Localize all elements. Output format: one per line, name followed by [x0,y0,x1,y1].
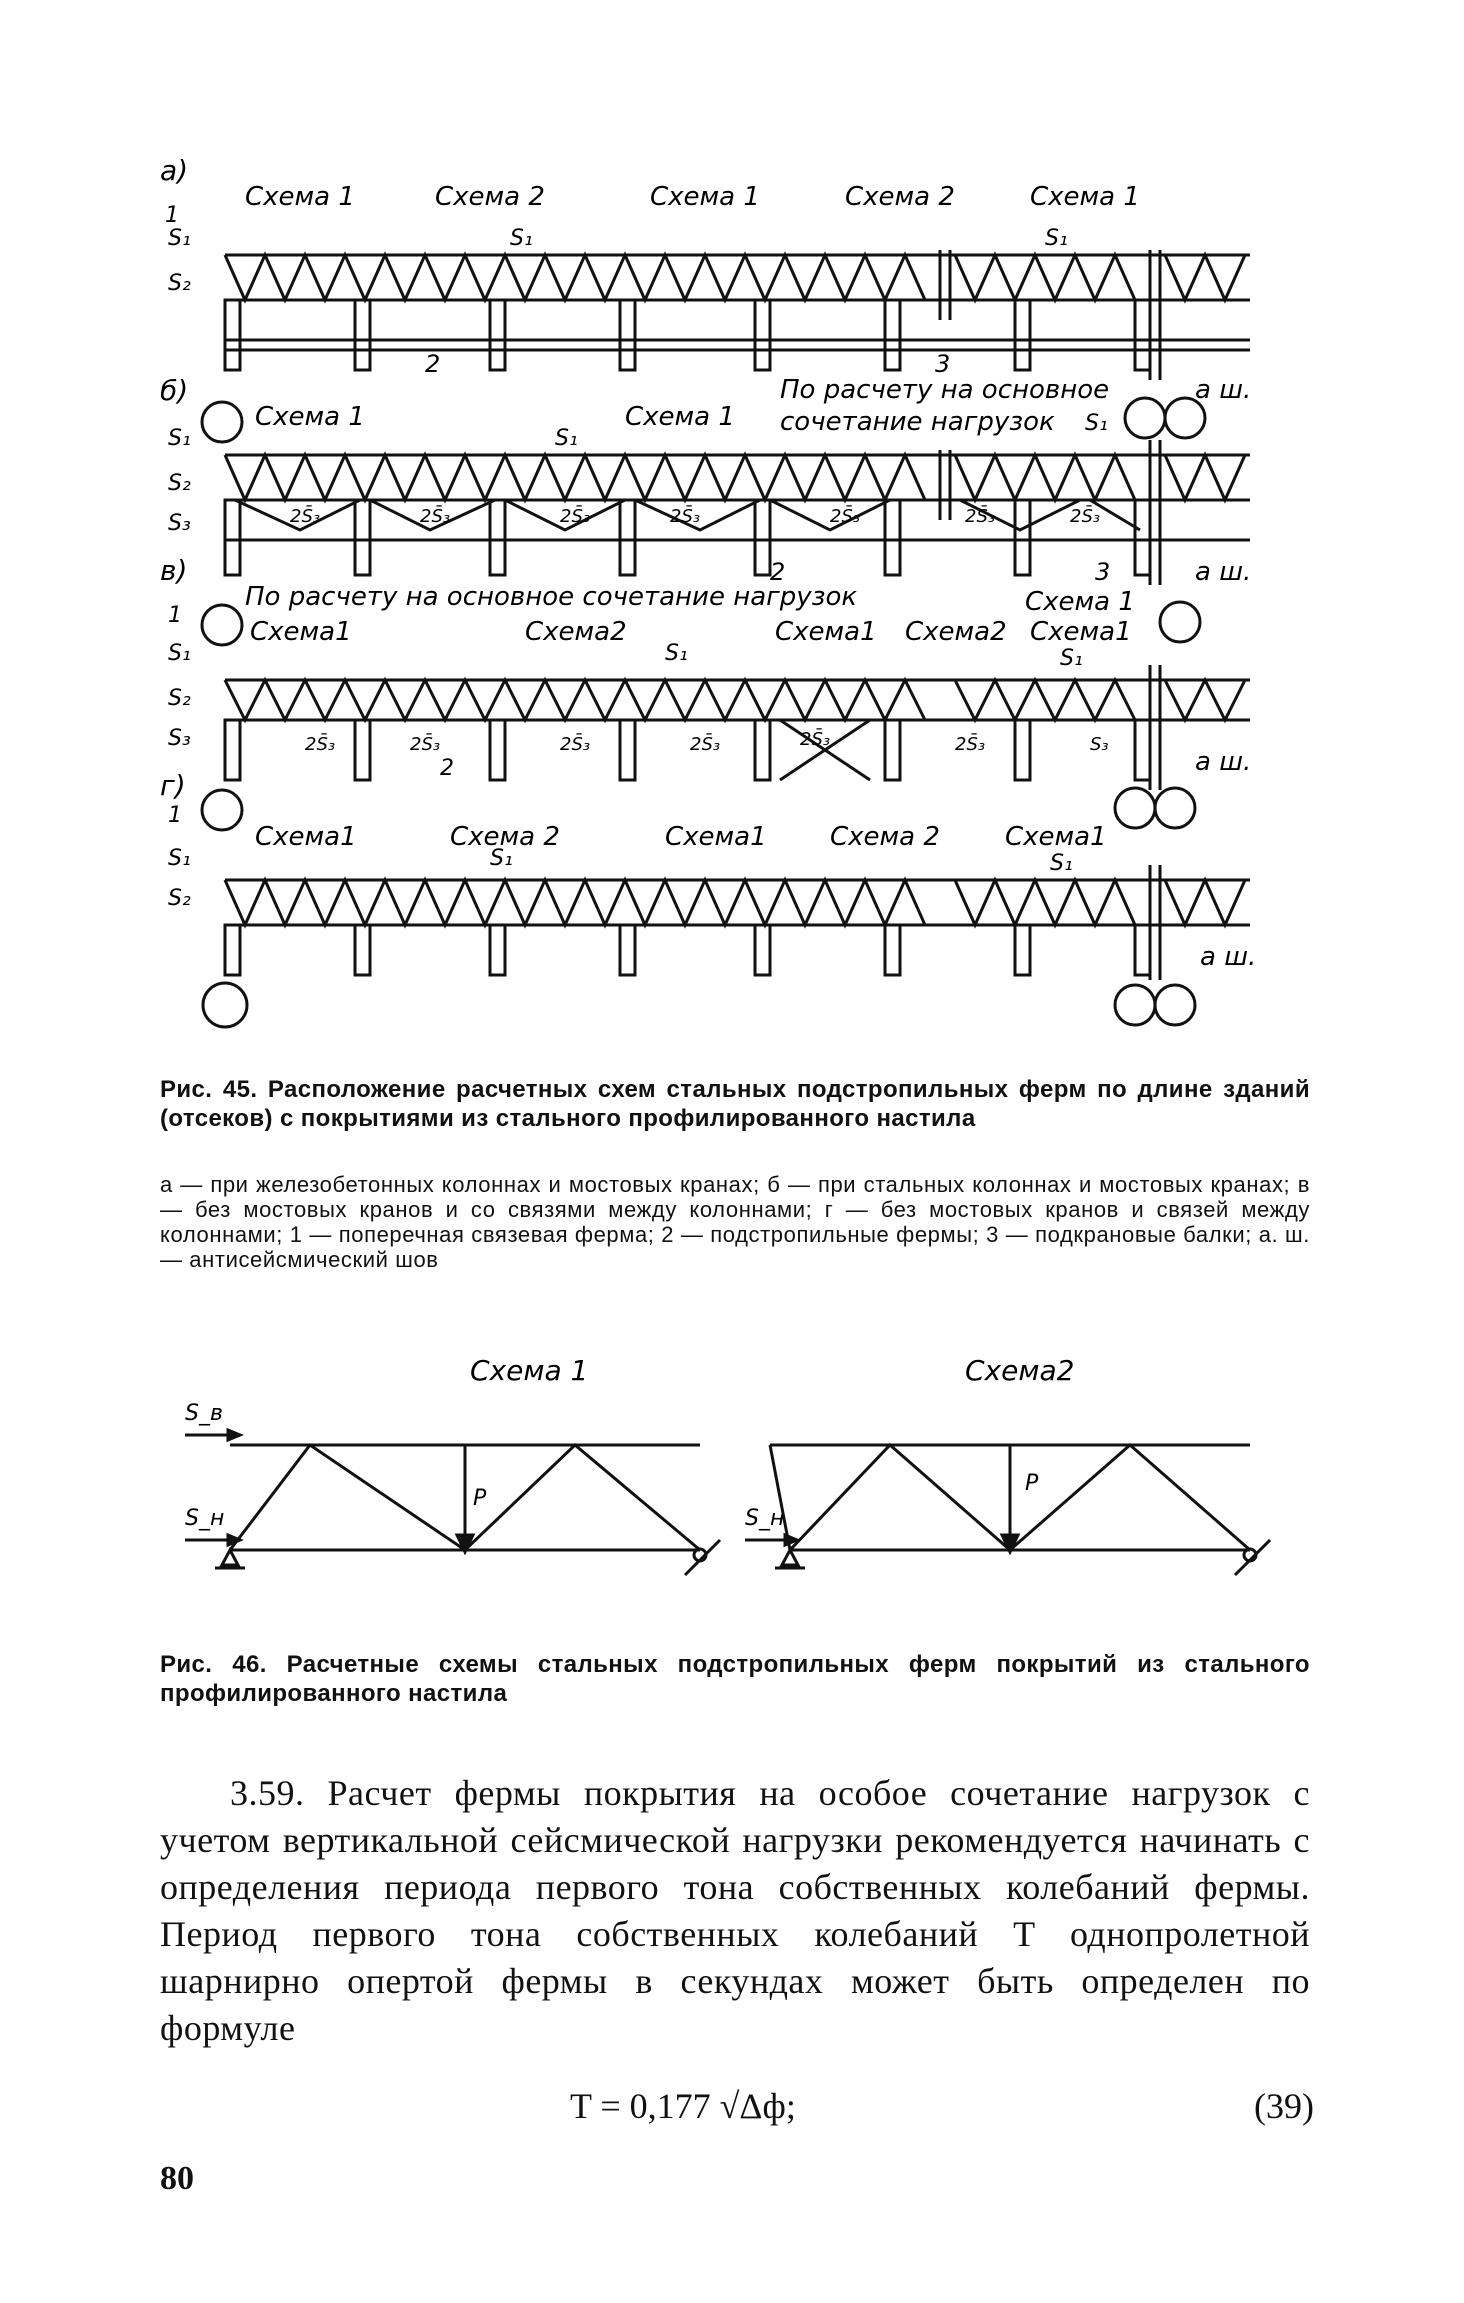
row-b-2s3-6: 2S̄₃ [965,506,996,527]
row-a-schema-1: Схема 1 [245,182,355,212]
row-v-schema-1b: Схема1 [775,617,877,647]
row-g-s1: S₁ [168,846,191,871]
row-g-schema-1: Схема1 [255,822,357,852]
row-b-2s3-2: 2S̄₃ [420,506,451,527]
row-v-as: а ш. [1195,747,1252,777]
figure-45-diagram [0,0,1464,1040]
fig46-schema2-truss [745,1445,1270,1575]
page-number: 80 [160,2160,194,2197]
label-a: а) [160,154,189,187]
row-b-s1: S₁ [168,426,191,451]
row-b-s2: S₂ [168,471,191,496]
row-g-schema-2b: Схема 2 [830,822,940,852]
row-a-s1-left: S₁ [168,226,191,251]
fig46-schema1-sn: S_н [185,1506,225,1531]
paragraph-text: 3.59. Расчет фермы покрытия на особое сочетание нагрузок с учетом вертикальной сейсмической нагрузки рекомендуется начинать с определения периода первого тона собственных колебаний фермы. Период первого тона собственных колебаний T однопролетной шарнирно опертой фермы в секундах может быть определен по формуле [160,1773,1310,2048]
row-b-2s3-4: 2S̄₃ [670,506,701,527]
row-g-schema-2: Схема 2 [450,822,560,852]
row-a-schema-1b: Схема 1 [650,182,760,212]
row-b-2s3-1: 2S̄₃ [290,506,321,527]
row-v-note: По расчету на основное сочетание нагрузок [245,582,858,612]
row-g-one: 1 [168,803,182,828]
fig46-schema2-sn: S_н [745,1506,785,1531]
row-b-note-l1: По расчету на основное [780,375,1110,405]
row-a-schema-2: Схема 2 [435,182,545,212]
row-b-schema-1b: Схема 1 [625,402,735,432]
row-v-s3-right: S₃ [1090,734,1109,755]
row-v-two: 2 [440,756,454,781]
fig46-schema1-p: P [473,1486,487,1511]
row-v-s1: S₁ [168,641,191,666]
row-b-s3: S₃ [168,511,191,536]
row-g-schema-1c: Схема1 [1005,822,1107,852]
row-v-schema-2b: Схема2 [905,617,1007,647]
row-v-s1-mid: S₁ [665,641,688,666]
row-v-2s3-5: 2S̄₃ [800,729,831,750]
row-v-s3: S₃ [168,726,191,751]
row-g-schema-1b: Схема1 [665,822,767,852]
row-g-s1-right: S₁ [1050,851,1073,876]
figure-46-diagram [0,1340,1464,1640]
row-b-s1-mid: S₁ [555,426,578,451]
row-v-s2: S₂ [168,686,191,711]
label-v: в) [160,554,188,587]
row-b-s1-right: S₁ [1085,411,1108,436]
row-b-two: 2 [770,558,786,586]
row-a-num1: 1 [165,203,179,228]
figure-45-caption-title: Рис. 45. Расположение расчетных схем стальных подстропильных ферм по длине зданий (отсеков) с покрытиями из стального профилированного настила [160,1076,1310,1132]
formula-39: T = 0,177 √Δф; [570,2086,796,2126]
formula-number: (39) [1254,2086,1314,2126]
fig46-schema1-sv: S_в [185,1401,223,1426]
row-v-s1-right: S₁ [1060,646,1083,671]
row-v-one: 1 [168,603,182,628]
row-v-schema-1c: Схема1 [1030,617,1132,647]
row-b-schema-1: Схема 1 [255,402,365,432]
fig46-schema2-title: Схема2 [965,1354,1075,1387]
row-a-schema-2b: Схема 2 [845,182,955,212]
fig46-schema2-p: P [1025,1471,1039,1496]
row-v-2s3-1: 2S̄₃ [305,734,336,755]
label-b: б) [160,374,189,407]
row-a-headers [245,182,1140,212]
row-g-as: а ш. [1200,942,1257,972]
figure-46-caption-title: Рис. 46. Расчетные схемы стальных подстропильных ферм покрытий из стального профилированного настила [160,1651,1310,1707]
row-v-2s3-3: 2S̄₃ [560,734,591,755]
row-a-two: 2 [425,350,441,378]
fig46-schema1-title: Схема 1 [470,1354,589,1387]
row-a-schema-1c: Схема 1 [1030,182,1140,212]
row-a-s1-right: S₁ [1045,226,1068,251]
row-b-three: 3 [1095,558,1111,586]
row-b-as: а ш. [1195,375,1252,405]
row-b-2s3-5: 2S̄₃ [830,506,861,527]
label-g: г) [160,769,186,802]
row-g-s2: S₂ [168,886,191,911]
figure-45-caption-body: а — при железобетонных колоннах и мостовых кранах; б — при стальных колоннах и мостовых кранах; в — без мостовых кранов и со связями между колоннами; г — без мостовых кранов и связей между колоннами; 1 — поперечная связевая ферма; 2 — подстропильные фермы; 3 — подкрановые балки; а. ш. — антисейсмический шов [160,1172,1310,1272]
row-b-note-l2: сочетание нагрузок [780,407,1055,437]
row-v-schema-1a: Схема1 [250,617,352,647]
row-b-2s3-7: 2S̄₃ [1070,506,1101,527]
row-v-2s3-4: 2S̄₃ [690,734,721,755]
row-v-schema-2: Схема2 [525,617,627,647]
row-b-2s3-3: 2S̄₃ [560,506,591,527]
row-v-schema-1: Схема 1 [1025,587,1135,617]
paragraph-3-59 [160,1770,1310,2052]
row-b-as-2: а ш. [1195,557,1252,587]
fig46-schema1-truss [185,1430,720,1575]
row-a-three: 3 [935,350,951,378]
row-a-truss [225,250,1250,380]
row-v-2s3-6: 2S̄₃ [955,734,986,755]
row-v-2s3-2: 2S̄₃ [410,734,441,755]
row-a-s2-left: S₂ [168,271,191,296]
row-a-s1-mid: S₁ [510,226,533,251]
row-g-s1-mid: S₁ [490,846,513,871]
